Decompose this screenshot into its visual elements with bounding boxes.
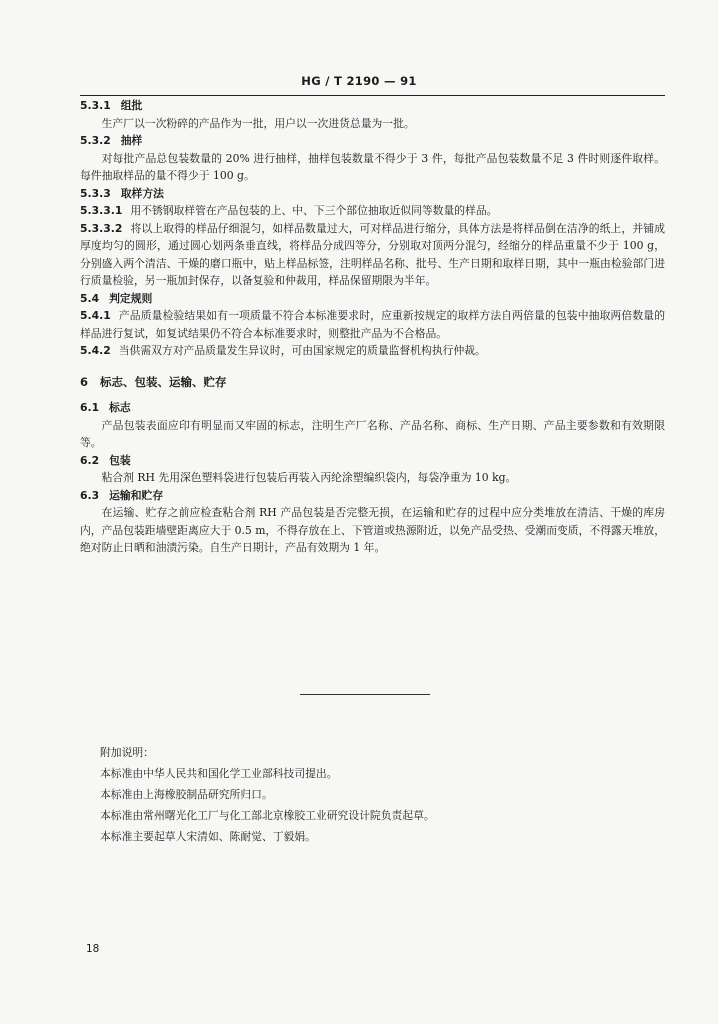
- notes-line: 本标准由常州曙光化工厂与化工部北京橡胶工业研究设计院负责起草。: [100, 809, 435, 822]
- clause-number: 5.4.2: [80, 344, 111, 357]
- section-title: 抽样: [120, 134, 143, 147]
- paragraph-text: 在运输、贮存之前应检查粘合剂 RH 产品包装是否完整无损，在运输和贮存的过程中应分类堆放在清洁、干燥的库房内，产品包装距墙壁距离应大于 0.5 m，不得存放在上、下管道或热源附近，以免产品受热、受潮而变质，不得露天堆放，绝对防止日晒和油渍污染。自生产日期计，产品有效期为 1 年。: [80, 506, 665, 554]
- clause-text: 产品质量检验结果如有一项质量不符合本标准要求时，应重新按规定的取样方法自两倍量的包装中抽取两倍数量的样品进行复试，如复试结果仍不符合本标准要求时，则整批产品为不合格品。: [80, 309, 665, 340]
- section-heading: [80, 290, 665, 308]
- section-number: 5.4: [80, 291, 100, 305]
- section-title: 运输和贮存: [109, 488, 164, 502]
- paragraph: [80, 504, 665, 557]
- section-number: 5.3.1: [80, 99, 111, 112]
- section-title: 标志: [109, 401, 131, 414]
- section-heading: [80, 487, 665, 505]
- section-heading: [80, 452, 665, 470]
- section-number: 6.2: [80, 453, 100, 467]
- clause-number: 5.3.3.2: [80, 221, 123, 235]
- section-number: 6.3: [80, 488, 100, 502]
- paragraph-text: 对每批产品总包装数量的 20% 进行抽样，抽样包装数量不得少于 3 件，每批产品包装数量不足 3 件时则逐件取样。每件抽取样品的量不得少于 100 g。: [80, 151, 665, 182]
- numbered-clause: [80, 220, 665, 290]
- section-heading: [80, 97, 665, 115]
- notes-title: 附加说明：: [100, 746, 154, 759]
- clause-text: 当供需双方对产品质量发生异议时，可由国家规定的质量监督机构执行仲裁。: [118, 344, 486, 357]
- section-number: 6.1: [80, 401, 100, 414]
- additional-notes: [100, 742, 660, 847]
- clause-number: 5.4.1: [80, 309, 111, 322]
- section-title: 组批: [120, 99, 143, 112]
- clause-number: 5.3.3.1: [80, 204, 123, 217]
- paragraph: [80, 417, 665, 452]
- paragraph: [80, 469, 665, 487]
- paragraph-text: 产品包装表面应印有明显而又牢固的标志，注明生产厂名称、产品名称、商标、生产日期、产品主要参数和有效期限等。: [80, 418, 665, 449]
- document-body: [80, 97, 665, 557]
- clause-text: 将以上取得的样品仔细混匀，如样品数量过大，可对样品进行缩分，具体方法是将样品倒在洁净的纸上，并铺成厚度均匀的圆形，通过圆心划两条垂直线，将样品分成四等分，分别取对顶两分混匀，经缩分的样品重量不少于 100 g，分别盛入两个清洁、干燥的磨口瓶中，贴上样品标签，注明样品名称、批号、生产日期和取样日期，其中一瓶由检验部门进行质量检验，另一瓶加封保存，以备复验和仲裁用，样品保留期限为半年。: [80, 221, 665, 287]
- section-heading: [80, 399, 665, 417]
- numbered-clause: [80, 307, 665, 342]
- paragraph: [80, 115, 665, 133]
- section-title: 取样方法: [120, 186, 164, 200]
- section-title: 判定规则: [109, 291, 153, 305]
- numbered-clause: [80, 342, 665, 360]
- paragraph-text: 生产厂以一次粉碎的产品作为一批，用户以一次进货总量为一批。: [101, 116, 415, 130]
- paragraph-text: 粘合剂 RH 先用深色塑料袋进行包装后再装入丙纶涂塑编织袋内，每袋净重为 10 kg。: [101, 471, 517, 484]
- standard-code-header: HG / T 2190 — 91: [301, 74, 417, 88]
- clause-text: 用不锈钢取样管在产品包装的上、中、下三个部位抽取近似同等数量的样品。: [130, 204, 498, 217]
- notes-line: 本标准主要起草人宋清如、陈耐觉、丁毅娟。: [100, 830, 316, 843]
- section-heading: [80, 185, 665, 203]
- section-number: 5.3.3: [80, 186, 111, 200]
- page-number: 18: [86, 943, 100, 955]
- notes-line: 本标准由上海橡胶制品研究所归口。: [100, 788, 273, 801]
- header-rule: [80, 95, 665, 96]
- section-heading: [80, 132, 665, 150]
- section-title: 标志、包装、运输、贮存: [100, 374, 227, 389]
- notes-line: 本标准由中华人民共和国化学工业部科技司提出。: [100, 767, 338, 780]
- numbered-clause: [80, 202, 665, 220]
- section-number: 6: [80, 374, 89, 389]
- chapter-heading: [80, 374, 665, 392]
- paragraph: [80, 150, 665, 185]
- section-divider: [300, 694, 430, 695]
- section-number: 5.3.2: [80, 134, 111, 147]
- section-title: 包装: [109, 453, 131, 467]
